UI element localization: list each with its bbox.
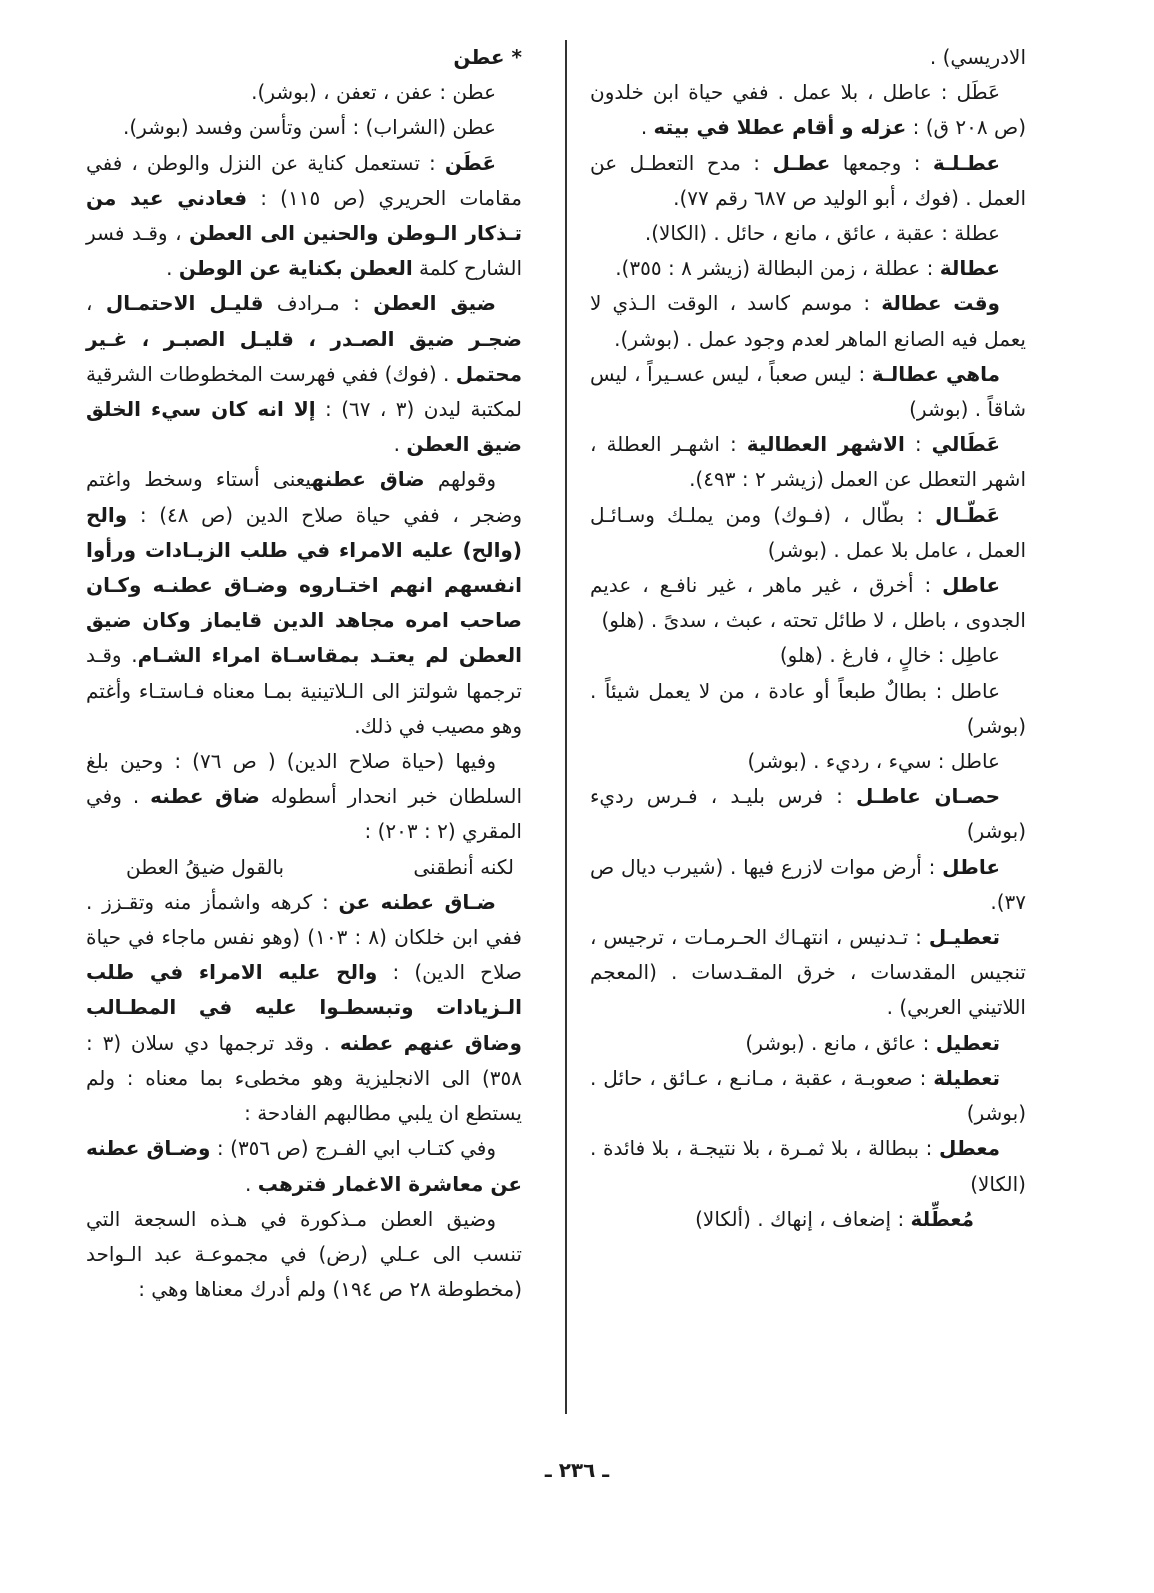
- entry-paragraph: [590, 1061, 1026, 1131]
- headword: عاطل: [942, 573, 1000, 598]
- definition-text: : مدح التعطـل عن العمل . (فوك ، أبو الوليد ص ٦٨٧ رقم ٧٧).: [590, 150, 1026, 210]
- definition-text: عاطل : بطالٌ طبعاً أو عادة ، من لا يعمل شيئاً . (بوشر): [590, 678, 1026, 738]
- entry-paragraph: [590, 216, 1026, 251]
- headword: عَطَن: [444, 150, 496, 175]
- headword: عاطل: [942, 854, 1000, 879]
- definition-text: عاطِل : خالٍ ، فارغ . (هلو): [779, 643, 1000, 668]
- headword: وقت عطالة: [881, 291, 1000, 316]
- entry-paragraph: [590, 1026, 1026, 1061]
- entry-paragraph: [590, 286, 1026, 356]
- entry-paragraph: [590, 251, 1026, 286]
- entry-paragraph: [590, 1202, 1026, 1237]
- entry-paragraph: [590, 498, 1026, 568]
- headword: مُعطِّلة: [910, 1206, 974, 1231]
- headword: حصـان عاطـل: [856, 784, 1000, 809]
- definition-text: : عائق ، مانع . (بوشر): [745, 1030, 936, 1055]
- entry-paragraph: [590, 1131, 1026, 1201]
- definition-text: : وجمعها: [830, 150, 933, 175]
- headword: عَطَالي: [931, 432, 1000, 457]
- headword: ضاق عطنه: [311, 467, 425, 492]
- definition-text: الادريسي) .: [929, 45, 1026, 69]
- verse-hemistich: بالقول ضيقُ العطن: [126, 854, 285, 879]
- definition-text: : ببطالة ، بلا ثمـرة ، بلا نتيجـة ، بلا فائدة . (الكالا): [590, 1136, 1026, 1196]
- definition-text: وضيق العطن مـذكورة في هـذه السجعة التي تنسب الى عـلي (رض) في مجموعـة عبد الـواحد (مخطوطة ٢٨ ص ١٩٤) ولم أدرك معناها وهي :: [86, 1206, 522, 1302]
- definition-text: وقولهم: [424, 467, 497, 492]
- definition-text: . وقـد ترجمها شولتز الى الـلاتينية بمـا معناه فـاستـاء وأغتم وهو مصيب في ذلك.: [86, 643, 522, 738]
- definition-text: : موسم كاسد ، الوقت الـذي لا يعمل فيه الصانع الماهر لعدم وجود عمل . (بوشر).: [590, 291, 1026, 351]
- entry-paragraph: [590, 568, 1026, 638]
- right-column: [590, 40, 1026, 1237]
- headword: تعطيـل: [928, 925, 1000, 950]
- headword: والح (والح) عليه الامراء في طلب الزيـادات ورأوا انفسهم انهم اختـاروه وضـاق عطنـه وكـان صاحب امره مجاهد الدين قايماز وكان ضيق العطن لم يعتـد بمقاسـاة امراء الشـام: [86, 502, 522, 668]
- headword: عطـلـة: [932, 150, 1001, 175]
- definition-text: . وفي المقري (٢ : ٢٠٣) :: [86, 784, 522, 844]
- definition-text: .: [166, 256, 179, 281]
- definition-text: عاطل : سيء ، رديء . (بوشر): [747, 749, 1000, 774]
- definition-text: : فرس بليـد ، فـرس رديء (بوشر): [590, 784, 1026, 844]
- definition-text: وفي كتـاب ابي الفـرج (ص ٣٥٦) :: [210, 1136, 496, 1161]
- headword: معطل: [938, 1136, 1000, 1161]
- headword: عَطّـال: [935, 502, 1000, 527]
- headword: تعطيل: [935, 1030, 1000, 1055]
- entry-paragraph: [86, 110, 522, 145]
- definition-text: : تـدنيس ، انتهـاك الحـرمـات ، ترجيس ، تنجيس المقدسات ، خرق المقـدسات . (المعجم اللاتيني العربي) .: [590, 925, 1026, 1020]
- headword: فعادني عيد من تـذكار الـوطن والحنين الى العطن: [86, 185, 522, 246]
- entry-paragraph: [590, 40, 1026, 75]
- definition-text: : ليس صعباً ، ليس عسـيراً ، ليس شاقاً . (بوشر): [590, 361, 1026, 422]
- entry-paragraph: [86, 462, 522, 744]
- headword: ضـاق عطنه عن: [338, 889, 497, 914]
- definition-text: : كرهه واشمأز منه وتقـزز . ففي ابن خلكان (٨ : ١٠٣) (وهو نفس ماجاء في حياة صلاح الدين) :: [86, 889, 522, 985]
- entry-paragraph: [86, 1202, 522, 1308]
- definition-text: : أرض موات لازرع فيها . (شيرب ديال ص ٣٧).: [590, 854, 1026, 914]
- headword: ماهي عطالـة: [871, 361, 1000, 386]
- entry-paragraph: [86, 885, 522, 1131]
- definition-text: يعنى أستاء وسخط واغتم وضجر ، ففي حياة صلاح الدين (ص ٤٨) :: [86, 467, 522, 527]
- headword: * عطن: [453, 45, 522, 69]
- entry-paragraph: [590, 779, 1026, 849]
- entry-paragraph: [590, 850, 1026, 920]
- headword: العطن بكناية عن الوطن: [178, 256, 413, 281]
- headword: تعطيلة: [933, 1065, 1000, 1090]
- headword: عزله و أقام عطلا في بيته: [653, 115, 907, 140]
- entry-paragraph: [590, 638, 1026, 673]
- definition-text: عَطَل : عاطل ، بلا عمل . ففي حياة ابن خلدون (ص ٢٠٨ ق) :: [590, 80, 1026, 140]
- definition-text: :: [904, 432, 932, 457]
- column-divider: [565, 40, 567, 1414]
- headword: والح عليه الامراء في طلب الـزيادات وتبسطـوا عليه في المطـالب وضاق عنهم عطنه: [86, 960, 522, 1055]
- headword: إلا انه كان سيء الخلق ضيق العطن: [86, 397, 522, 457]
- definition-text: . (فوك) ففي فهرست المخطوطات الشرقية لمكتبة ليدن (٣ ، ٦٧) :: [86, 361, 522, 422]
- page-number: ـ ٢٣٦ ـ: [544, 1458, 610, 1482]
- definition-text: ،: [86, 291, 106, 316]
- entry-paragraph: [86, 286, 522, 462]
- entry-paragraph: [590, 75, 1026, 145]
- headword: عطـل: [772, 150, 831, 175]
- headword: قليـل الاحتمـال: [105, 291, 264, 316]
- left-column: [86, 40, 522, 1307]
- definition-text: : عطلة ، زمن البطالة (زيشر ٨ : ٣٥٥).: [615, 256, 940, 281]
- definition-text: .: [640, 115, 654, 140]
- headword: ضيق العطن: [373, 291, 496, 316]
- entry-paragraph: [86, 75, 522, 110]
- definition-text: عطلة : عقبة ، عائق ، مانع ، حائل . (الكالا).: [644, 221, 1000, 246]
- definition-text: : مـرادف: [263, 291, 374, 316]
- definition-text: ، وقـد فسر الشارح كلمة: [86, 221, 522, 281]
- verse-hemistich: لكنه أنطقنى: [413, 854, 514, 879]
- headword: عطالة: [939, 256, 1000, 281]
- definition-text: : صعوبـة ، عقبة ، مـانـع ، عـائق ، حائل . (بوشر): [590, 1065, 1026, 1126]
- entry-paragraph: [590, 744, 1026, 779]
- definition-text: عطن (الشراب) : أسن وتأسن وفسد (بوشر).: [122, 115, 496, 140]
- verse-line: [86, 850, 522, 885]
- headword: الاشهر العطالية: [746, 432, 905, 457]
- entry-paragraph: [86, 146, 522, 287]
- headword: ضاق عطنه: [150, 784, 260, 809]
- definition-text: : بطّال ، (فـوك) ومن يملـك وسـائـل العمل ، عامل بلا عمل . (بوشر): [590, 502, 1026, 562]
- entry-paragraph: [590, 920, 1026, 1026]
- headword: ضجـر ضيق الصـدر ، قليـل الصبـر ، غـير محتمل: [86, 326, 522, 386]
- entry-paragraph: [590, 674, 1026, 744]
- headword: وضـاق عطنه عن معاشرة الاغمار فترهب: [86, 1136, 522, 1196]
- definition-text: : اشهـر العطلة ، اشهر التعطل عن العمل (زيشر ٢ : ٤٩٣).: [590, 432, 1026, 492]
- definition-text: : إضعاف ، إنهاك . (ألكالا): [695, 1206, 911, 1231]
- definition-text: : تستعمل كناية عن النزل والوطن ، ففي مقامات الحريري (ص ١١٥) :: [86, 150, 522, 210]
- definition-text: .: [393, 432, 407, 457]
- definition-text: عطن : عفن ، تعفن ، (بوشر).: [251, 80, 496, 105]
- entry-paragraph: [590, 427, 1026, 497]
- definition-text: : أخرق ، غير ماهر ، غير نافـع ، عديم الجدوى ، باطل ، لا طائل تحته ، عبث ، سدىً . (هلو): [590, 573, 1026, 633]
- definition-text: . وقد ترجمها دي سلان (٣ : ٣٥٨) الى الانجليزية وهو مخطىء بما معناه : ولم يستطع ان يلبي مطالبهم الفادحة :: [86, 1030, 522, 1126]
- entry-paragraph: [590, 357, 1026, 427]
- entry-paragraph: [590, 146, 1026, 216]
- entry-paragraph: [86, 744, 522, 850]
- entry-paragraph: [86, 40, 522, 75]
- entry-paragraph: [86, 1131, 522, 1201]
- definition-text: .: [245, 1171, 258, 1196]
- definition-text: وفيها (حياة صلاح الدين) ( ص ٧٦) : وحين بلغ السلطان خبر انحدار أسطوله: [86, 749, 522, 809]
